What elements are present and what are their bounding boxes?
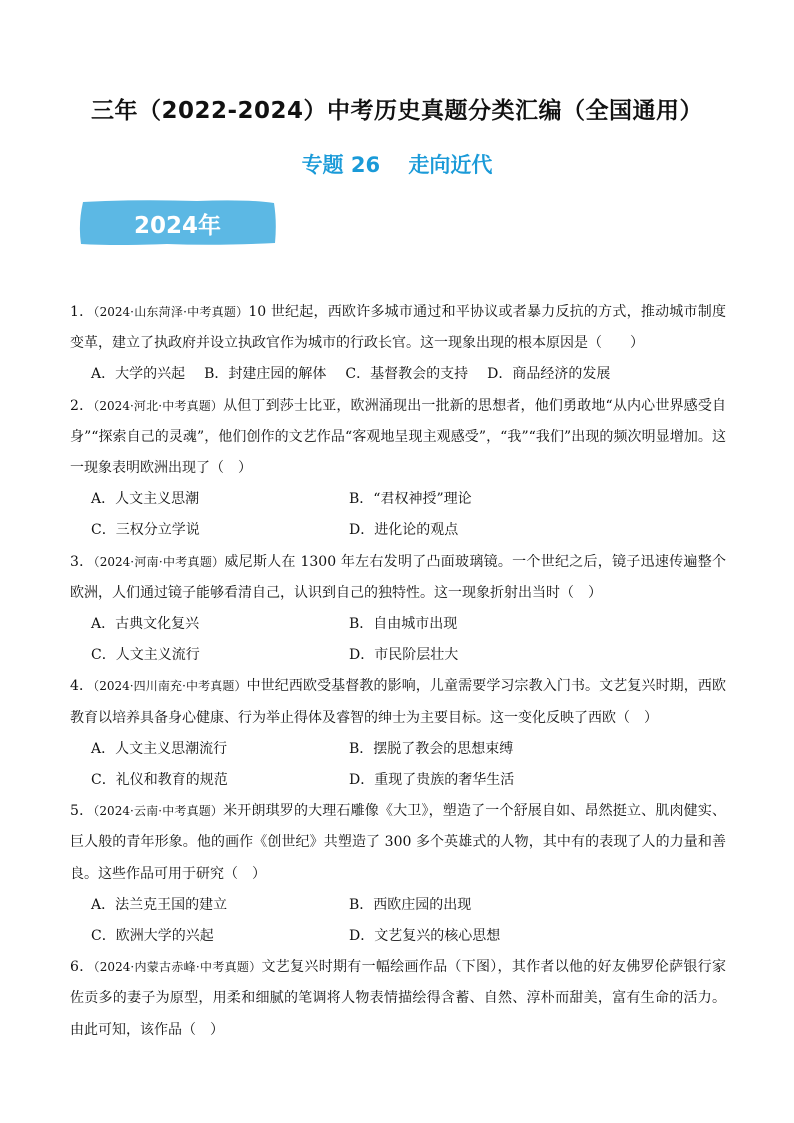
question-source: （2024·河南·中考真题） (93, 554, 225, 569)
question-stem: 威尼斯人在 1300 年左右发明了凸面玻璃镜。一个世纪之后，镜子迅速传遍整个欧洲，人们通过镜子能够看清自己，认识到自己的独特性。这一现象折射出当时（ ） (70, 553, 726, 601)
question-stem: 10 世纪起，西欧许多城市通过和平协议或者暴力反抗的方式，推动城市制度变革，建立了执政府并设立执政官作为城市的行政长官。这一现象出现的根本原因是（ ） (70, 304, 726, 352)
question-number: 4． (70, 678, 94, 695)
question-stem: 从但丁到莎士比亚，欧洲涌现出一批新的思想者，他们勇敢地“从内心世界感受自身”“探索自己的灵魂”，他们创作的文艺作品“客观地呈现主观感受”，“我”“我们”出现的频次明显增加。这一现象表明欧洲出现了（ ） (70, 397, 727, 477)
option-c: C．礼仪和教育的规范 (91, 772, 228, 789)
question-number: 6． (70, 959, 94, 976)
question-number: 1． (70, 304, 94, 320)
question-source: （2024·云南·中考真题） (93, 804, 224, 819)
option-a: A．人文主义思潮 (91, 491, 200, 508)
question-6 (70, 952, 726, 1046)
question-number: 3． (70, 553, 94, 570)
document-title: 三年（2022-2024）中考历史真题分类汇编（全国通用） (90, 98, 704, 124)
options (70, 484, 726, 546)
question-2 (70, 391, 726, 485)
option-b: B．西欧庄园的出现 (349, 896, 472, 913)
question-stem: 米开朗琪罗的大理石雕像《大卫》，塑造了一个舒展自如、昂然挺立、肌肉健实、巨人般的青年形象。他的画作《创世纪》共塑造了 300 多个英雄式的人物，其中有的表现了人的力量和善良。这些作品可用于研究（ ） (70, 803, 726, 882)
option-a: A．法兰克王国的建立 (91, 896, 228, 913)
question-source: （2024·山东菏泽·中考真题） (93, 305, 249, 319)
option-b: B．封建庄园的解体 (204, 366, 327, 383)
option-c: C．人文主义流行 (91, 647, 200, 664)
option-b: B．“君权神授”理论 (349, 491, 472, 508)
option-c: C．基督教会的支持 (345, 366, 469, 383)
topic-subtitle: 专题 26 走向近代 (301, 153, 493, 177)
option-d: D．市民阶层壮大 (349, 647, 459, 664)
option-a: A．人文主义思潮流行 (91, 740, 228, 757)
question-1 (70, 297, 726, 359)
option-d: D．商品经济的发展 (487, 366, 611, 383)
question-3 (70, 547, 726, 609)
option-a: A．大学的兴起 (91, 366, 186, 383)
options (70, 890, 726, 952)
option-b: B．摆脱了教会的思想束缚 (349, 740, 514, 757)
question-list (70, 297, 726, 1046)
option-c: C．三权分立学说 (91, 522, 200, 539)
option-a: A．古典文化复兴 (91, 616, 200, 633)
options (70, 609, 726, 671)
year-banner (77, 198, 278, 247)
question-5 (70, 796, 726, 890)
question-source: （2024·河北·中考真题） (93, 398, 224, 413)
option-c: C．欧洲大学的兴起 (91, 928, 214, 945)
year-banner-label: 2024年 (133, 213, 221, 239)
question-4 (70, 671, 726, 733)
options (70, 734, 726, 796)
option-b: B．自由城市出现 (349, 616, 458, 633)
question-stem: 中世纪西欧受基督教的影响，儿童需要学习宗教入门书。文艺复兴时期，西欧教育以培养具备身心健康、行为举止得体及睿智的绅士为主要目标。这一变化反映了西欧（ ） (70, 678, 726, 726)
question-number: 2． (70, 397, 94, 414)
question-source: （2024·内蒙古赤峰·中考真题） (93, 960, 262, 975)
question-number: 5． (70, 803, 94, 820)
options (70, 359, 726, 390)
option-d: D．重现了贵族的奢华生活 (349, 772, 515, 789)
option-d: D．文艺复兴的核心思想 (349, 928, 501, 945)
option-d: D．进化论的观点 (349, 522, 459, 539)
question-source: （2024·四川南充·中考真题） (93, 679, 247, 694)
question-stem: 文艺复兴时期有一幅绘画作品（下图），其作者以他的好友佛罗伦萨银行家佐贡多的妻子为原型，用柔和细腻的笔调将人物表情描绘得含蓄、自然、淳朴而甜美，富有生命的活力。由此可知，该作品（ ） (70, 959, 726, 1038)
